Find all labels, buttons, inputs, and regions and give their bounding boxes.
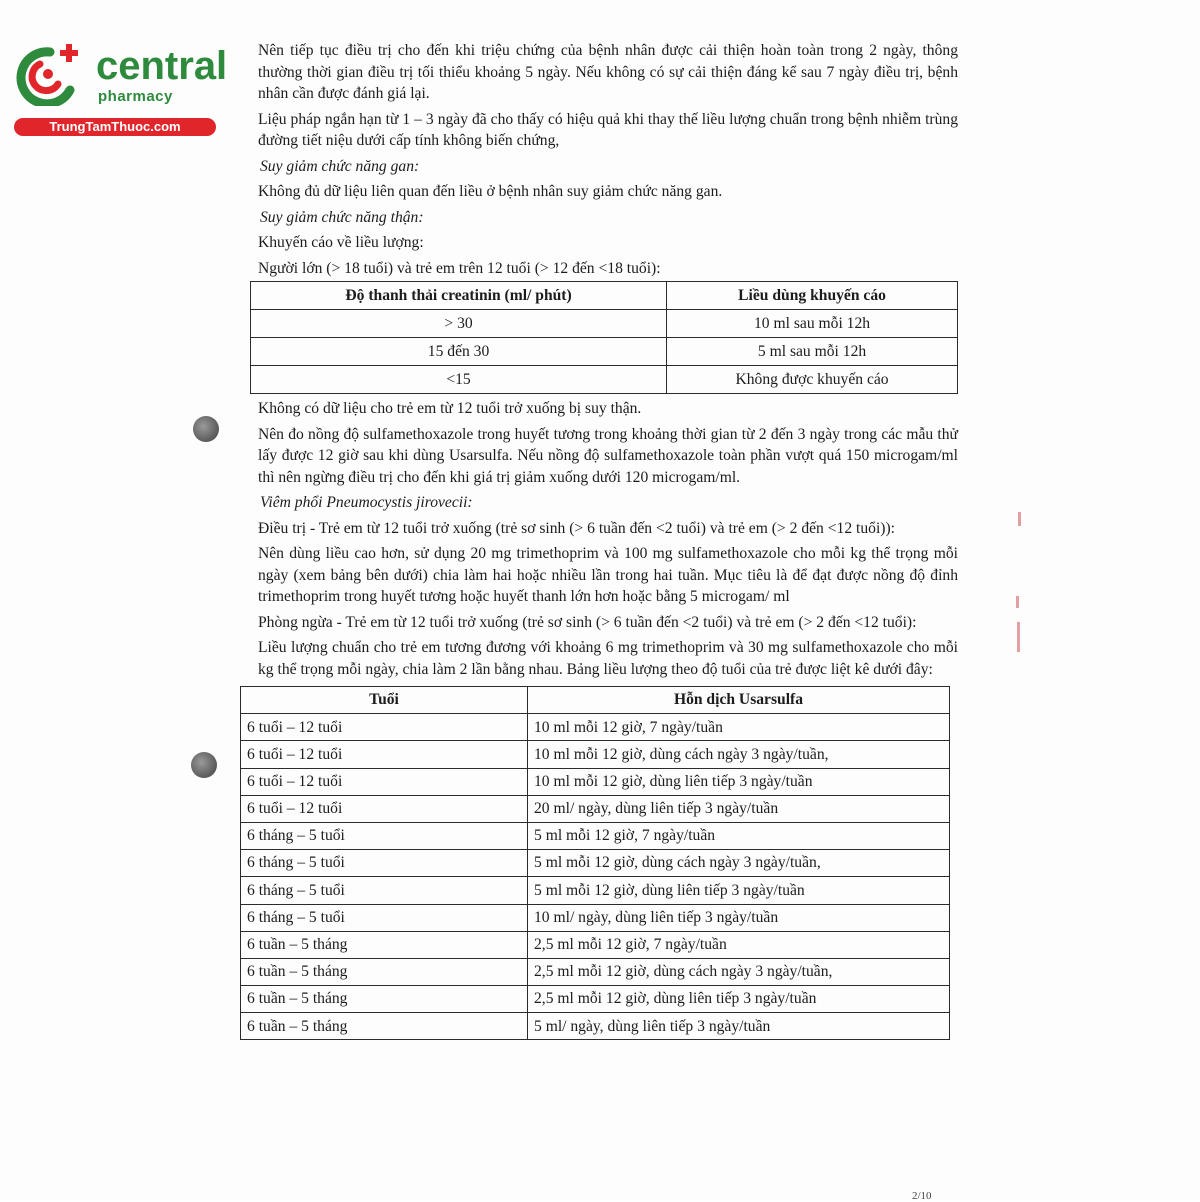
table-cell: 10 ml/ ngày, dùng liên tiếp 3 ngày/tuần xyxy=(528,904,950,931)
paragraph: Liệu pháp ngắn hạn từ 1 – 3 ngày đã cho thấy có hiệu quả khi thay thế liều lượng chuẩn trong bệnh nhiễm trùng đường tiết niệu dưới cấp tính không biến chứng, xyxy=(258,110,958,149)
paragraph: Không đủ dữ liệu liên quan đến liều ở bệnh nhân suy giảm chức năng gan. xyxy=(258,183,723,200)
paragraph: Không có dữ liệu cho trẻ em từ 12 tuổi trở xuống bị suy thận. xyxy=(258,400,642,417)
paragraph: Khuyến cáo về liều lượng: xyxy=(258,234,424,251)
punch-hole-icon xyxy=(191,752,217,778)
section-heading-liver: Suy giảm chức năng gan: xyxy=(260,157,420,175)
renal-dosage-table xyxy=(250,281,958,394)
table-row xyxy=(241,904,950,931)
edge-mark xyxy=(1016,596,1019,608)
table-header-cell: Liều dùng khuyến cáo xyxy=(667,282,958,310)
table-header-cell: Hỗn dịch Usarsulfa xyxy=(528,687,950,714)
table-header-cell: Độ thanh thải creatinin (ml/ phút) xyxy=(251,282,667,310)
table-cell: 10 ml mỗi 12 giờ, dùng cách ngày 3 ngày/tuần, xyxy=(528,741,950,768)
table-cell: 2,5 ml mỗi 12 giờ, dùng liên tiếp 3 ngày/tuần xyxy=(528,986,950,1013)
table-cell: > 30 xyxy=(251,310,667,338)
paragraph: Phòng ngừa - Trẻ em từ 12 tuổi trở xuống (trẻ sơ sinh (> 6 tuần đến <2 tuổi) và trẻ em (> 2 đến <12 tuổi): xyxy=(258,613,917,631)
table-row xyxy=(241,822,950,849)
section-heading-pneumocystis: Viêm phổi Pneumocystis jirovecii: xyxy=(260,494,473,511)
table-row xyxy=(241,1013,950,1040)
table-cell: 6 tháng – 5 tuổi xyxy=(241,904,528,931)
table-cell: 6 tuần – 5 tháng xyxy=(241,986,528,1013)
table-cell: 5 ml mỗi 12 giờ, dùng cách ngày 3 ngày/tuần, xyxy=(528,850,950,877)
table-header-row xyxy=(241,687,950,714)
paragraph: Người lớn (> 18 tuổi) và trẻ em trên 12 tuổi (> 12 đến <18 tuổi): xyxy=(258,259,661,277)
table-row xyxy=(241,795,950,822)
table-cell: 6 tuổi – 12 tuổi xyxy=(241,741,528,768)
table-cell: 6 tuần – 5 tháng xyxy=(241,931,528,958)
table-cell: 6 tuần – 5 tháng xyxy=(241,958,528,985)
table-cell: 15 đến 30 xyxy=(251,338,667,366)
central-pharmacy-logo[interactable] xyxy=(10,38,228,138)
paragraph: Nên dùng liều cao hơn, sử dụng 20 mg trimethoprim và 100 mg sulfamethoxazole cho mỗi kg thể trọng mỗi ngày (xem bảng bên dưới) chia làm hai hoặc nhiều lần trong hai tuần. Mục tiêu là để đạt được nồng độ đỉnh trimethoprim trong huyết tương hoặc huyết thanh lớn hơn hoặc bằng 5 microgam/ ml xyxy=(258,545,958,605)
table-cell: 6 tháng – 5 tuổi xyxy=(241,877,528,904)
table-cell: 5 ml mỗi 12 giờ, 7 ngày/tuần xyxy=(528,822,950,849)
table-row xyxy=(241,741,950,768)
table-cell: 6 tháng – 5 tuổi xyxy=(241,822,528,849)
punch-hole-icon xyxy=(193,416,219,442)
logo-name: central xyxy=(96,44,228,88)
section-heading-kidney: Suy giảm chức năng thận: xyxy=(260,208,424,226)
paragraph: Liều lượng chuẩn cho trẻ em tương đương với khoảng 6 mg trimethoprim và 30 mg sulfamethoxazole cho mỗi kg thể trọng mỗi ngày, chia làm 2 lần bằng nhau. Bảng liều lượng theo độ tuổi của trẻ được liệt kê dưới đây: xyxy=(258,639,958,678)
table-cell: 6 tuần – 5 tháng xyxy=(241,1013,528,1040)
table-cell: Không được khuyến cáo xyxy=(667,366,958,394)
table-cell: 5 ml sau mỗi 12h xyxy=(667,338,958,366)
table-cell: 5 ml mỗi 12 giờ, dùng liên tiếp 3 ngày/tuần xyxy=(528,877,950,904)
table-header-row xyxy=(251,282,958,310)
table-row xyxy=(251,366,958,394)
table-row xyxy=(241,850,950,877)
table-row xyxy=(251,338,958,366)
pharmacy-logo-icon xyxy=(10,40,90,106)
table-cell: 10 ml mỗi 12 giờ, 7 ngày/tuần xyxy=(528,714,950,741)
table-cell: 6 tuổi – 12 tuổi xyxy=(241,768,528,795)
table-cell: 2,5 ml mỗi 12 giờ, dùng cách ngày 3 ngày/tuần, xyxy=(528,958,950,985)
table-row xyxy=(241,768,950,795)
paragraph: Nên tiếp tục điều trị cho đến khi triệu chứng của bệnh nhân được cải thiện hoàn toàn trong 2 ngày, thông thường thời gian điều trị tối thiểu khoảng 5 ngày. Nếu không có sự cải thiện đáng kể sau 7 ngày điều trị, bệnh nhân cần được đánh giá lại. xyxy=(258,42,958,102)
edge-mark xyxy=(1018,512,1021,526)
logo-subtitle: pharmacy xyxy=(98,88,173,105)
table-cell: <15 xyxy=(251,366,667,394)
table-header-cell: Tuổi xyxy=(241,687,528,714)
table-cell: 10 ml sau mỗi 12h xyxy=(667,310,958,338)
document-body xyxy=(246,40,958,1040)
page-number: 2/10 xyxy=(912,1190,932,1202)
edge-mark xyxy=(1017,622,1020,652)
table-cell: 6 tuổi – 12 tuổi xyxy=(241,714,528,741)
table-row xyxy=(241,958,950,985)
table-row xyxy=(241,877,950,904)
table-row xyxy=(251,310,958,338)
table-cell: 5 ml/ ngày, dùng liên tiếp 3 ngày/tuần xyxy=(528,1013,950,1040)
table-cell: 20 ml/ ngày, dùng liên tiếp 3 ngày/tuần xyxy=(528,795,950,822)
pediatric-dosage-table xyxy=(240,686,950,1040)
table-cell: 10 ml mỗi 12 giờ, dùng liên tiếp 3 ngày/tuần xyxy=(528,768,950,795)
table-cell: 6 tháng – 5 tuổi xyxy=(241,850,528,877)
paragraph: Nên đo nồng độ sulfamethoxazole trong huyết tương trong khoảng thời gian từ 2 đến 3 ngày trong các mẫu thử lấy được 12 giờ sau khi dùng Usarsulfa. Nếu nồng độ sulfamethoxazole toàn phần vượt quá 150 microgam/ml thì nên ngừng điều trị cho đến khi giá trị giảm xuống dưới 120 microgam/ml. xyxy=(258,425,958,486)
table-row xyxy=(241,931,950,958)
logo-website-badge: TrungTamThuoc.com xyxy=(14,118,216,136)
table-cell: 2,5 ml mỗi 12 giờ, 7 ngày/tuần xyxy=(528,931,950,958)
table-row xyxy=(241,714,950,741)
table-row xyxy=(241,986,950,1013)
table-cell: 6 tuổi – 12 tuổi xyxy=(241,795,528,822)
paragraph: Điều trị - Trẻ em từ 12 tuổi trở xuống (trẻ sơ sinh (> 6 tuần đến <2 tuổi) và trẻ em (> 2 đến <12 tuổi)): xyxy=(258,519,895,537)
